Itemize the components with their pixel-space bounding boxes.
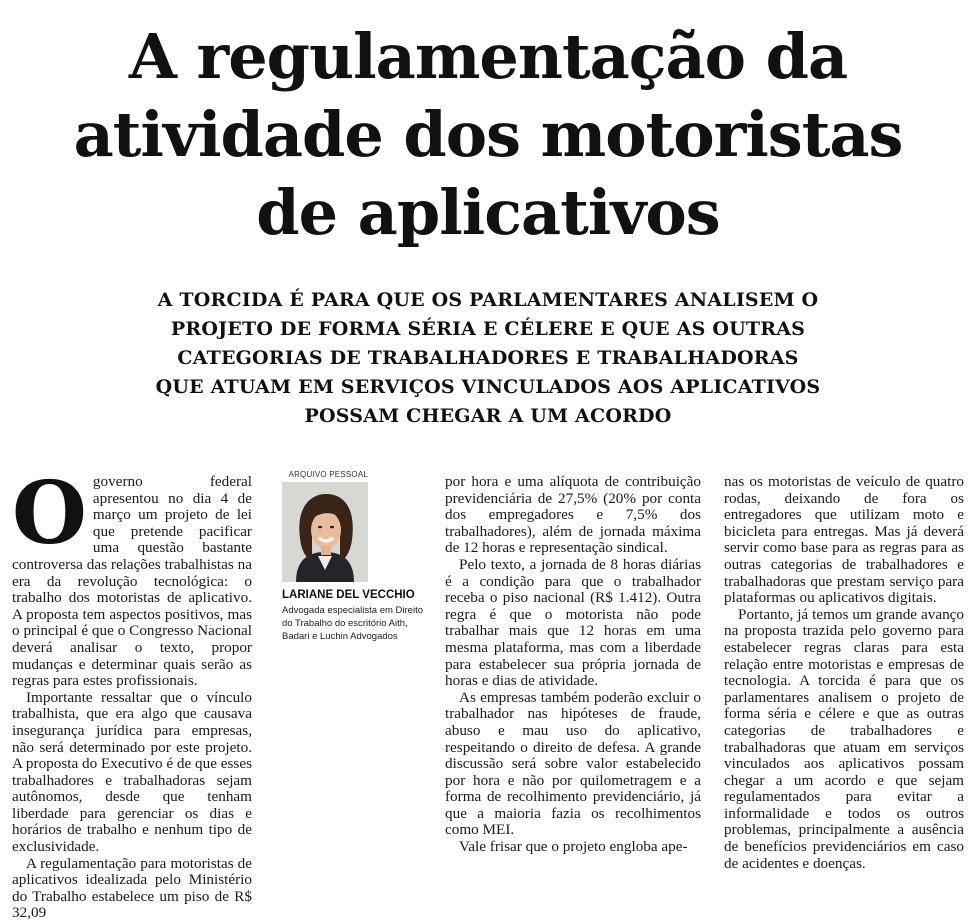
article-column-4 [724, 473, 964, 872]
author-portrait-image [282, 482, 368, 582]
article-paragraph: Importante ressaltar que o vínculo trabalhista, que era algo que causava insegurança jurídica para empresas, não será determinado por este projeto. A proposta do Executivo é de que esses trabalhadores e trabalhadoras sejam autônomos, desde que tenham liberdade para gerenciar os dias e horários de trabalho e nenhum tipo de exclusividade. [12, 688, 252, 856]
headline: A regulamentação da atividade dos motoristas de aplicativos [73, 20, 903, 249]
article-paragraph: Ogoverno federal apresentou no dia 4 de março um projeto de lei que pretende pacificar uma questão bastante controversa das relações trabalhistas na era da revolução tecnológica: o trabalho dos motoristas de aplicativo. A proposta tem aspectos positivos, mas o principal é que o Congresso Nacional deverá analisar o texto, propor mudanças e determinar quais serão as regras para estes profissionais. [12, 463, 252, 690]
article-paragraph: nas os motoristas de veículo de quatro rodas, deixando de fora os entregadores que utilizam moto e bicicleta para entregas. Mas já deverá servir como base para as regras para as outras categorias de trabalhadores e trabalhadoras que prestam serviço para plataformas ou aplicativos digitais. [724, 473, 964, 607]
article-paragraph: Pelo texto, a jornada de 8 horas diárias é a condição para que o trabalhador receba o piso nacional (R$ 1.412). Outra regra é que o motorista não pode trabalhar mais que 12 horas em uma mesma plataforma, mas com a liberdade para estabelecer sua própria jornada de horas e dias de atividade. [445, 555, 701, 690]
dek-subheadline: A TORCIDA É PARA QUE OS PARLAMENTARES ANALISEM O PROJETO DE FORMA SÉRIA E CÉLERE E QUE AS OUTRAS CATEGORIAS DE TRABALHADORES E TRABALHADORAS QUE ATUAM EM SERVIÇOS VINCULADOS AOS APLICATIVOS POSSAM CHEGAR A UM ACORDO [155, 289, 821, 427]
article-paragraph: por hora e uma alíquota de contribuição previdenciária de 27,5% (20% por conta dos empregadores e 7,5% dos trabalhadores), além de jornada máxima de 12 horas e representação sindical. [445, 473, 701, 557]
article-column-1 [12, 463, 252, 922]
article-paragraph: Vale frisar que o projeto engloba ape- [459, 838, 688, 856]
author-box [282, 470, 432, 643]
article-paragraph: A regulamentação para motoristas de aplicativos idealizada pelo Ministério do Trabalho estabelece um piso de R$ 32,09 [12, 854, 252, 922]
photo-credit: ARQUIVO PESSOAL [288, 470, 368, 479]
article-column-3 [445, 474, 701, 864]
drop-cap: O [12, 463, 87, 564]
article-paragraph: As empresas também poderão excluir o trabalhador nas hipóteses de fraude, abuso e mau uso do aplicativo, respeitando o direito de defesa. A grande discussão será sobre valor estabelecido por hora e não por quilometragem e a forma de recolhimento previdenciário, já que a maioria fazia os recolhimentos como MEI. [445, 688, 701, 839]
author-name: LARIANE DEL VECCHIO [282, 589, 415, 601]
article-paragraph: Portanto, já temos um grande avanço na proposta trazida pelo governo para estabelecer regras claras para esta relação entre motoristas e empresas de tecnologia. A torcida é para que os parlamentares analisem o projeto de forma séria e célere e que as outras categorias de trabalhadores e trabalhadoras que atuam em serviços vinculados aos aplicativos possam chegar a um acordo e que sejam regulamentados para evitar a informalidade e todos os outros problemas, principalmente a ausência de benefícios previdenciários em caso de acidentes e doenças. [724, 605, 964, 872]
author-portrait [282, 482, 368, 582]
author-bio: Advogada especialista em Direito do Trabalho do escritório Aith, Badari e Luchin Advogados [282, 605, 423, 642]
